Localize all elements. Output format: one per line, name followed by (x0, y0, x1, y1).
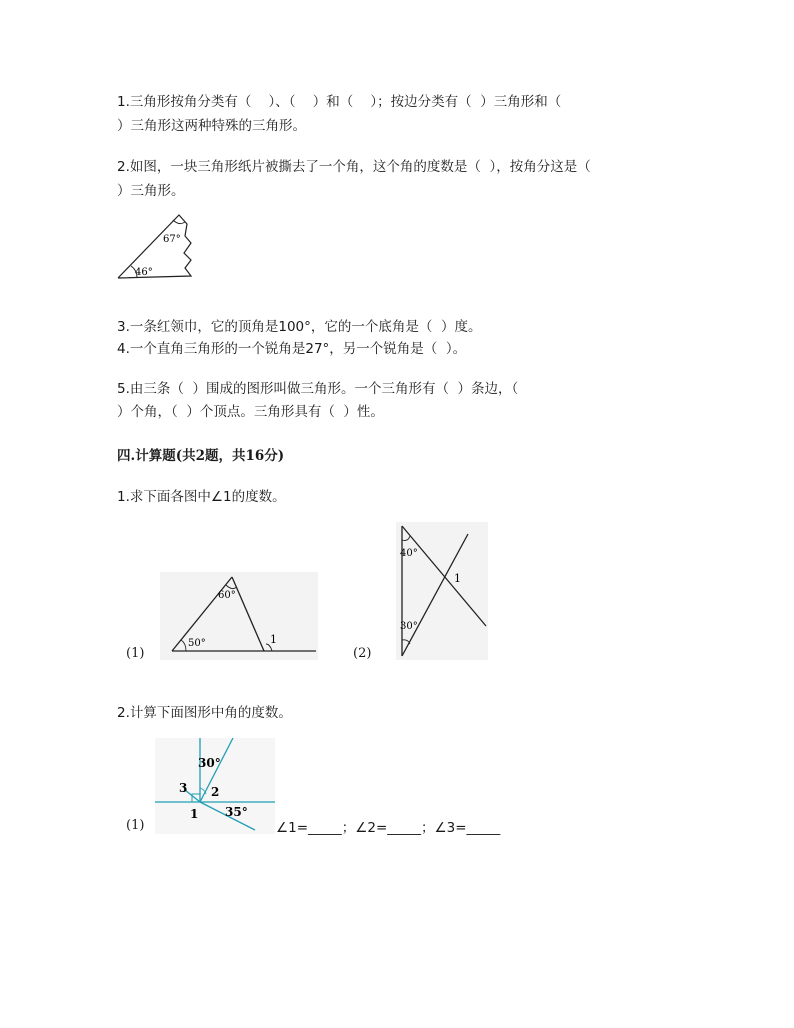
fig1-label: (1) (126, 646, 145, 661)
q1-line2: ）三角形这两种特殊的三角形。 (117, 118, 306, 134)
q2-line1: 2.如图，一块三角形纸片被撕去了一个角，这个角的度数是（ ），按角分这是（ (117, 159, 591, 175)
q5-line2: ）个角，（ ）个顶点。三角形具有（ ）性。 (117, 404, 384, 420)
crossing-lines-figure-2 (396, 522, 488, 660)
fig2-angle-top: 40° (400, 548, 418, 559)
section4-p2-prompt: 2.计算下面图形中角的度数。 (117, 705, 292, 721)
fig1-mark: 1 (270, 633, 277, 646)
triangle-figure-1 (160, 572, 318, 660)
q5-line1: 5.由三条（ ）围成的图形叫做三角形。一个三角形有（ ）条边，（ (117, 381, 519, 397)
fig3-label: (1) (126, 818, 145, 833)
fig2-mark: 1 (454, 572, 461, 585)
fig3-mark-3: 3 (179, 781, 188, 795)
q2-angle-top-label: 67° (163, 234, 181, 245)
fig2-label: (2) (353, 646, 372, 661)
fig1-angle-top: 60° (218, 590, 236, 601)
q2-line2: ）三角形。 (117, 183, 185, 199)
section4-p1-prompt: 1.求下面各图中∠1的度数。 (117, 489, 286, 505)
fig3-angle-a: 30° (198, 756, 221, 770)
q1-line1: 1.三角形按角分类有（ ）、（ ）和（ ）；按边分类有（ ）三角形和（ (117, 94, 562, 110)
torn-triangle-figure (115, 210, 195, 282)
section4-heading: 四.计算题(共2题，共16分) (117, 448, 285, 464)
fig3-mark-1: 1 (190, 807, 199, 821)
fig2-angle-bottom: 30° (400, 621, 418, 632)
q4-text: 4.一个直角三角形的一个锐角是27°，另一个锐角是（ ）。 (117, 341, 467, 357)
fig3-mark-2: 2 (211, 785, 220, 799)
fig3-angle-b: 35° (225, 805, 248, 819)
q3-text: 3.一条红领巾，它的顶角是100°，它的一个底角是（ ）度。 (117, 319, 482, 335)
q2-angle-left-label: 46° (135, 267, 153, 278)
fig1-angle-left: 50° (188, 638, 206, 649)
angles-figure (155, 738, 275, 834)
angles-answer-blanks: ∠1=_____；∠2=_____；∠3=_____ (276, 820, 501, 836)
